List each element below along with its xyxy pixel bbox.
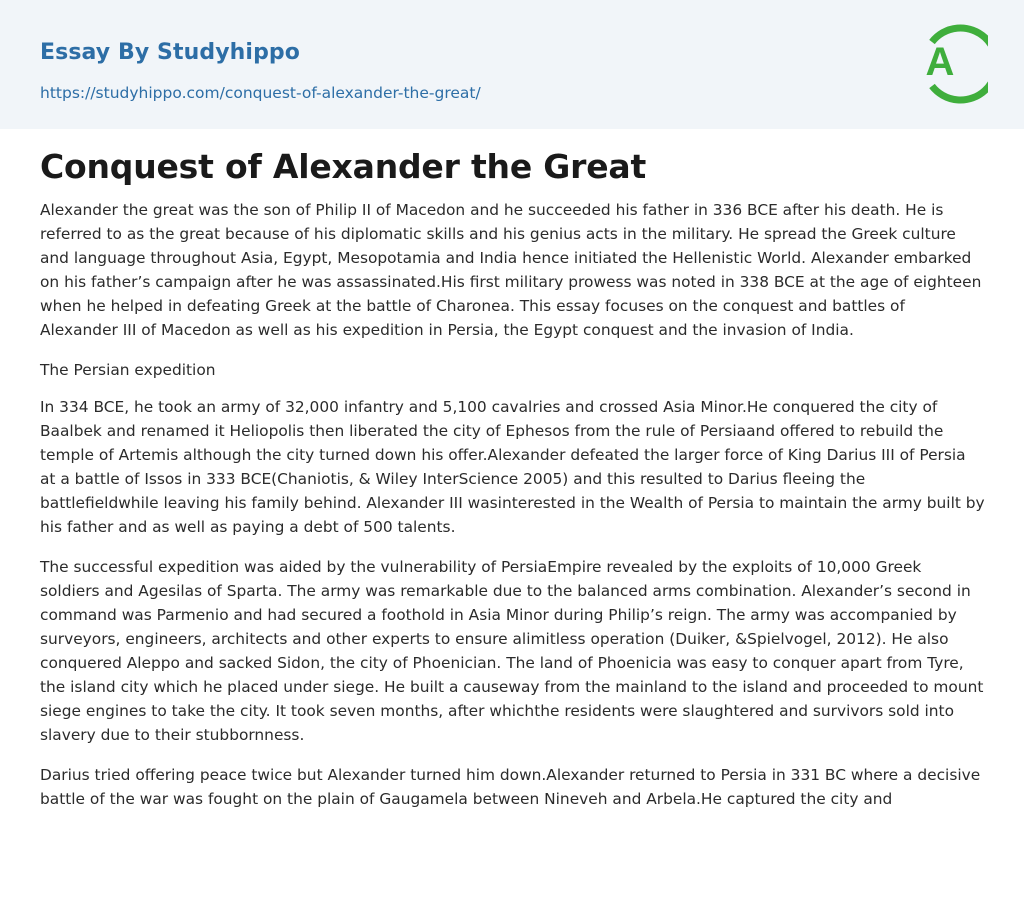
article-title: Conquest of Alexander the Great	[40, 147, 647, 186]
essay-url-link[interactable]: https://studyhippo.com/conquest-of-alexander-the-great/	[40, 84, 481, 102]
site-header	[0, 0, 1024, 129]
section-heading-persian-expedition: The Persian expedition	[40, 361, 216, 379]
article-body	[40, 144, 985, 827]
paragraph-persian-3: Darius tried offering peace twice but Alexander turned him down.Alexander returned to Persia in 331 BC where a decisive battle of the war was fought on the plain of Gaugamela between Nineveh and Arbela.He captured the city and	[40, 766, 981, 808]
studyhippo-logo-icon[interactable]	[912, 18, 988, 106]
paragraph-persian-2: The successful expedition was aided by the vulnerability of PersiaEmpire revealed by the exploits of 10,000 Greek soldiers and Agesilas of Sparta. The army was remarkable due to the balanced arms combination. Alexander’s second in command was Parmenio and had secured a foothold in Asia Minor during Philip’s reign. The army was accompanied by surveyors, engineers, architects and other experts to ensure alimitless operation (Duiker, &Spielvogel, 2012). He also conquered Aleppo and sacked Sidon, the city of Phoenician. The land of Phoenicia was easy to conquer apart from Tyre, the island city which he placed under siege. He built a causeway from the mainland to the island and proceeded to mount siege engines to take the city. It took seven months, after whichthe residents were slaughtered and survivors sold into slavery due to their stubbornness.	[40, 558, 984, 744]
paragraph-intro: Alexander the great was the son of Philip II of Macedon and he succeeded his father in 336 BCE after his death. He is referred to as the great because of his diplomatic skills and his genius acts in the military. He spread the Greek culture and language throughout Asia, Egypt, Mesopotamia and India hence initiated the Hellenistic World. Alexander embarked on his father’s campaign after he was assassinated.His first military prowess was noted in 338 BCE at the age of eighteen when he helped in defeating Greek at the battle of Charonea. This essay focuses on the conquest and battles of Alexander III of Macedon as well as his expedition in Persia, the Egypt conquest and the invasion of India.	[40, 201, 982, 339]
brand-title: Essay By Studyhippo	[40, 40, 300, 65]
paragraph-persian-1: In 334 BCE, he took an army of 32,000 infantry and 5,100 cavalries and crossed Asia Minor.He conquered the city of Baalbek and renamed it Heliopolis then liberated the city of Ephesos from the rule of Persiaand offered to rebuild the temple of Artemis although the city turned down his offer.Alexander defeated the larger force of King Darius III of Persia at a battle of Issos in 333 BCE(Chaniotis, & Wiley InterScience 2005) and this resulted to Darius fleeing the battlefieldwhile leaving his family behind. Alexander III wasinterested in the Wealth of Persia to maintain the army built by his father and as well as paying a debt of 500 talents.	[40, 398, 985, 536]
logo-letter: A	[925, 40, 955, 84]
